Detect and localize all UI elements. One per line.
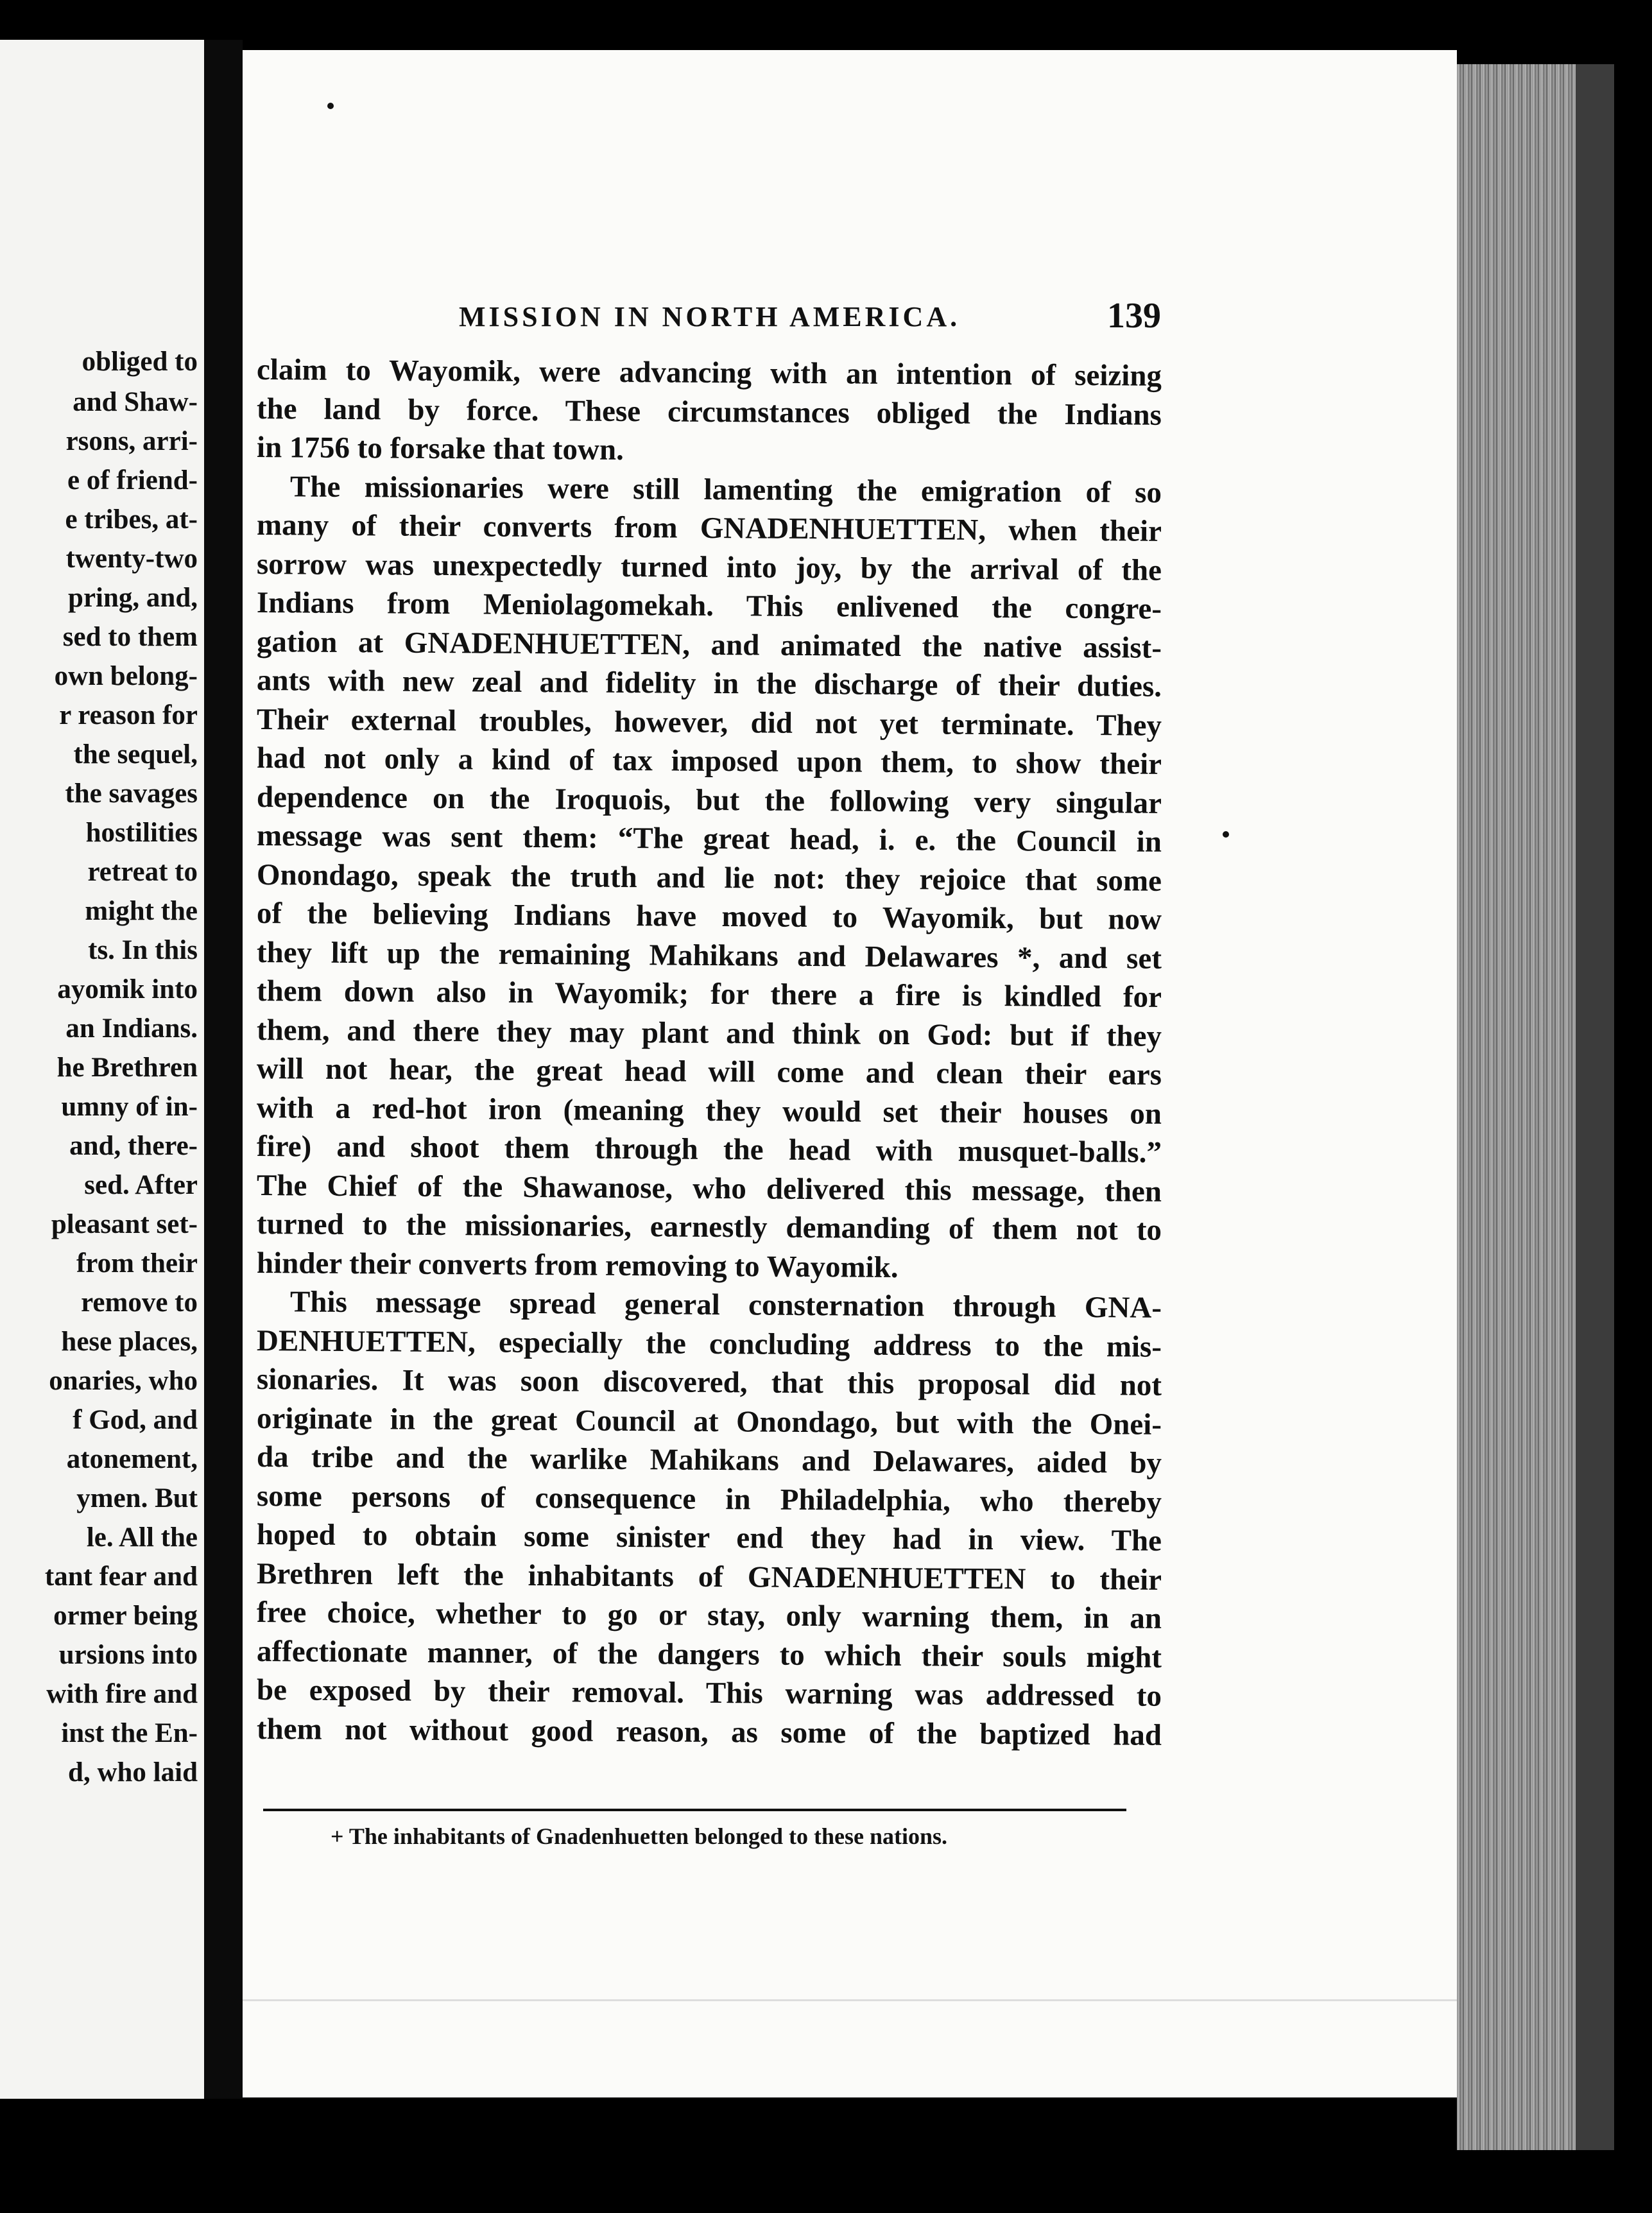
text-line: them not without good reason, as some of the baptized had [256,1712,1162,1752]
left-page-line: might the [85,896,198,926]
text-line: free choice, whether to go or stay, only warning them, in an [256,1596,1162,1635]
left-page-line: e of friend- [67,465,198,495]
text-line: The Chief of the Shawanose, who delivered this message, then [256,1168,1162,1209]
left-page-line: tant fear and [44,1562,198,1592]
text-line: gation at GNADENHUETTEN, and animated the native assist- [256,624,1162,665]
left-page-line: umny of in- [61,1092,198,1122]
ink-speck [327,103,334,109]
left-page-line: hostilities [85,818,198,848]
left-page-line: he Brethren [56,1053,198,1083]
text-line: ants with new zeal and fidelity in the discharge of their duties. [256,664,1162,703]
text-line: with a red-hot iron (meaning they would set their houses on [256,1090,1162,1131]
text-line: will not hear, the great head will come and clean their ears [256,1052,1162,1092]
text-line: sionaries. It was soon discovered, that this proposal did not [256,1363,1162,1402]
left-page-line: ymen. But [76,1483,198,1513]
text-line: them down also in Wayomik; for there a fire is kindled for [256,974,1162,1014]
text-line: them, and there they may plant and think on God: but if they [256,1013,1162,1053]
body-text [256,350,1162,1752]
running-head: MISSION IN NORTH AMERICA. [459,301,961,332]
left-page-line: sed to them [62,622,198,652]
text-line: This message spread general consternation through GNA- [289,1285,1162,1325]
text-line: originate in the great Council at Onondago, but with the Onei- [256,1401,1162,1442]
text-line: the land by force. These circumstances obliged the Indians [256,392,1162,432]
left-page-line: d, who laid [68,1757,198,1787]
left-page-line: obliged to [82,347,198,377]
left-page-line: ts. In this [88,935,198,965]
text-line: Their external troubles, however, did not yet terminate. They [256,702,1162,743]
text-line: hoped to obtain some sinister end they had in view. The [256,1518,1162,1558]
text-line: dependence on the Iroquois, but the following very singular [256,780,1162,820]
left-page-line: retreat to [87,857,198,887]
left-page-line: e tribes, at- [65,504,198,535]
text-line: Indians from Meniolagomekah. This enlivened the congre- [256,586,1162,626]
text-line: claim to Wayomik, were advancing with an intention of seizing [256,353,1162,393]
left-page [0,40,204,2099]
left-page-line: ayomik into [57,974,198,1004]
ink-speck [1223,831,1229,838]
left-page-line: f God, and [73,1405,198,1435]
left-page-line: and, there- [69,1131,198,1161]
left-page-line: onaries, who [49,1366,198,1396]
text-line: Onondago, speak the truth and lie not: they rejoice that some [256,857,1162,898]
left-page-line: from their [76,1248,198,1279]
text-line: many of their converts from GNADENHUETTEN, when their [256,508,1162,548]
left-page-line: atonement, [66,1444,198,1474]
text-line: in 1756 to forsake that town. [256,431,624,467]
left-page-line: sed. After [84,1170,198,1200]
left-page-line: pring, and, [68,583,198,613]
left-page-line: own belong- [54,661,198,691]
text-line: message was sent them: “The great head, i. e. the Council in [256,819,1162,859]
text-line: be exposed by their removal. This warning was addressed to [256,1673,1162,1713]
text-line: some persons of consequence in Philadelphia, who thereby [256,1479,1162,1519]
left-page-line: with fire and [46,1679,198,1709]
left-page-line: and Shaw- [73,387,198,417]
left-page-line: an Indians. [65,1013,198,1044]
left-page-line: inst the En- [61,1718,198,1748]
text-line: of the believing Indians have moved to Wayomik, but now [256,897,1162,936]
left-page-line: ormer being [53,1601,198,1631]
text-line: sorrow was unexpectedly turned into joy, by the arrival of the [256,547,1162,587]
text-line: fire) and shoot them through the head with musquet-balls.” [256,1130,1162,1169]
left-page-line: rsons, arri- [65,426,198,456]
left-page-line: hese places, [61,1327,198,1357]
left-page-line: pleasant set- [51,1209,198,1239]
left-page-line: twenty-two [65,544,198,574]
text-line: da tribe and the warlike Mahikans and Delawares, aided by [256,1440,1162,1480]
book-gutter [204,40,243,2099]
text-line: had not only a kind of tax imposed upon them, to show their [256,741,1162,781]
text-line: hinder their converts from removing to Wayomik. [256,1246,899,1284]
text-line: affectionate manner, of the dangers to which their souls might [256,1634,1162,1675]
left-page-line: the sequel, [73,739,198,770]
left-page-line: remove to [81,1287,198,1318]
text-line: The missionaries were still lamenting the emigration of so [289,469,1162,510]
left-page-line: le. All the [86,1522,198,1553]
left-page-line: the savages [65,779,198,809]
text-line: Brethren left the inhabitants of GNADENHUETTEN to their [256,1556,1162,1597]
text-line: turned to the missionaries, earnestly demanding of them not to [256,1207,1162,1247]
left-page-line: ursions into [58,1640,198,1670]
text-line: DENHUETTEN, especially the concluding address to the mis- [256,1323,1162,1364]
text-line: they lift up the remaining Mahikans and Delawares *, and set [256,935,1162,976]
footnote: + The inhabitants of Gnadenhuetten belonged to these nations. [331,1823,948,1849]
page-edges-shadow [1576,64,1614,2150]
page-number: 139 [1107,296,1161,336]
footnote-rule [263,1809,1126,1811]
left-page-line: r reason for [59,700,198,730]
